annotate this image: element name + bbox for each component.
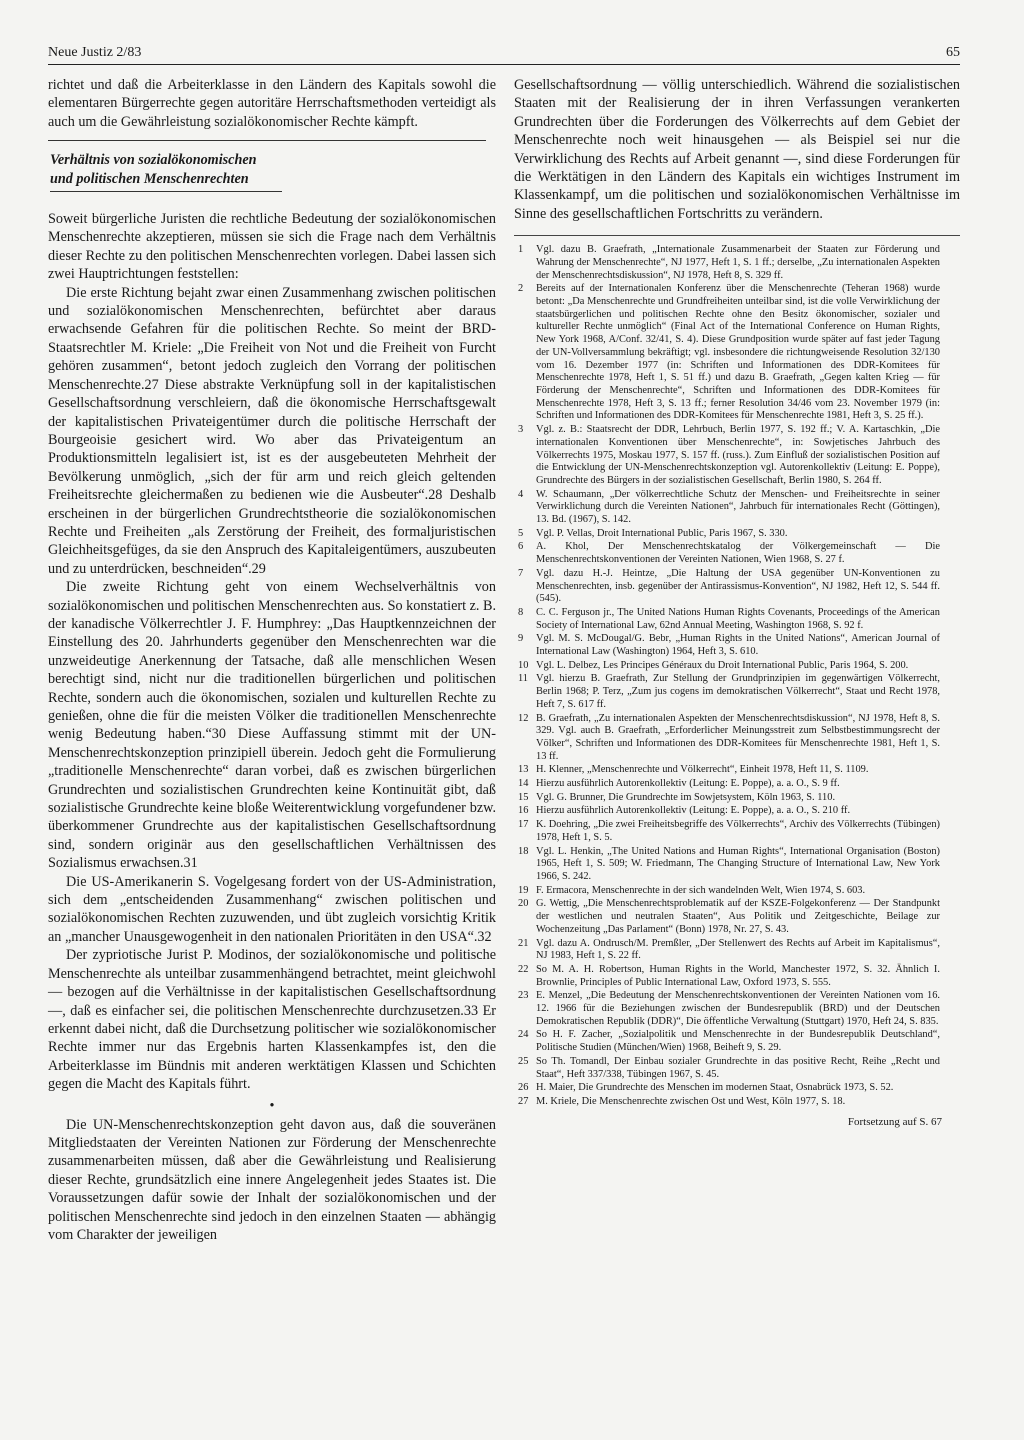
footnote [514,792,960,805]
footnote-number: 2 [518,283,524,295]
footnote-text: Hierzu ausführlich Autorenkollektiv (Leitung: E. Poppe), a. a. O., S. 9 ff. [536,778,840,790]
footnote [514,1029,960,1054]
footnote-number: 17 [518,819,529,831]
footnote-text: Hierzu ausführlich Autorenkollektiv (Leitung: E. Poppe), a. a. O., S. 210 ff. [536,805,851,817]
footnote [514,898,960,936]
footnote-number: 7 [518,567,524,579]
footnote-number: 19 [518,884,529,896]
footnote-number: 24 [518,1029,529,1041]
section-divider [48,140,486,141]
footnote-text: H. Maier, Die Grundrechte des Menschen im modernen Staat, Osnabrück 1973, S. 52. [536,1082,894,1094]
footnote [514,283,960,423]
right-column [514,76,960,1131]
footnote-text: M. Kriele, Die Menschenrechte zwischen Ost und West, Köln 1977, S. 18. [536,1095,846,1107]
footnote-number: 16 [518,805,529,817]
footnote-text: G. Wettig, „Die Menschenrechtsproblematik auf der KSZE-Folgekonferenz — Der Standpunkt der westlichen und neutralen Staaten“, Aus Politik und Zeitgeschichte, Beilage zur Wochenzeitung „Das Parlament“ (Bonn) 1978, Nr. 27, S. 43. [536,898,940,935]
footnote-number: 8 [518,606,524,618]
footnote-number: 25 [518,1055,529,1067]
paragraph-7: Gesellschaftsordnung — völlig unterschiedlich. Während die sozialistischen Staaten mit der Realisierung der in ihren Verfassungen verankerten Grundrechten über die Forderungen des Völkerrechts auf dem Gebiet der Menschenrechte noch weit hinausgehen — als Beispiel sei nur die Verwirklichung des Rechts auf Arbeit genannt —, sind diese Forderungen für die Werktätigen in den Ländern des Kapitals ein wichtiges Instrument im Klassenkampf, um die politischen und sozialökonomischen Verhältnisse im Sinne des gesellschaftlichen Fortschritts zu verändern. [514,77,960,222]
footnote-text: So H. F. Zacher, „Sozialpolitik und Menschenrechte in der Bundesrepublik Deutschland“, Politische Studien (München/Wien) 1968, Beiheft 9, S. 29. [536,1029,940,1054]
footnote-number: 13 [518,764,529,776]
footnote-number: 23 [518,990,529,1002]
footnote-number: 21 [518,937,529,949]
footnote-number: 12 [518,712,529,724]
footnote-text: So M. A. H. Robertson, Human Rights in the World, Manchester 1972, S. 32. Ähnlich I. Brownlie, Principles of Public International Law, Oxford 1973, S. 555. [536,963,940,988]
paragraph-5: Der zypriotische Jurist P. Modinos, der sozialökonomische und politische Menschenrechte als unteilbar zusammenhängend betrachtet, meint gleichwohl — bezogen auf die Verhältnisse in der kapitalistischen Gesellschaftsordnung —, daß es einfacher sei, die politischen Menschenrechte durchzusetzen.33 Er erkennt dabei nicht, daß die Durchsetzung politischer wie sozialökonomischer Rechte immer nur das Ergebnis harten Klassenkampfes ist, den die Arbeiterklasse im Bündnis mit anderen werktätigen Klassen und Schichten gegen die Macht des Kapitals führt. [48,947,496,1093]
section-heading-line-2: und politischen Menschenrechten [50,170,249,187]
footnote [514,938,960,963]
footnote-text: Vgl. M. S. McDougal/G. Bebr, „Human Rights in the United Nations“, American Journal of International Law (Washington) 1964, Heft 3, S. 610. [536,633,940,658]
footnote-text: Bereits auf der Internationalen Konferenz über die Menschenrechte (Teheran 1968) wurde betont: „Da Menschenrechte und Grundfreiheiten unteilbar sind, ist die volle Verwirklichung der staatsbürgerlichen und politischen Rechte ohne den Besitz ökonomischer, sozialer und kultureller Rechte unmöglich“ (Final Act of the International Conference on Human Rights, New York 1968, A/Conf. 32/41, S. 4). Diese Grundposition wurde später auf fast jeder Tagung der UN-Vollversammlung bekräftigt; vgl. insbesondere die richtungweisende Resolution 32/130 vom 16. Dezember 1977 (in: Schriften und Informationen des DDR-Komitees für Menschenrechte 1978, Heft 1, S. 51 ff.) und dazu B. Graefrath, „Gegen kalten Krieg — für Förderung der Menschenrechte“, Schriften und Informationen des DDR-Komitees für Menschenrechte 1978, Heft 3, S. 13 ff.; ferner Resolution 34/46 vom 23. November 1979 (in: Schriften und Informationen des DDR-Komitees für Menschenrechte 1981, Heft 3, S. 25 ff.). [536,283,940,422]
intro-paragraph: richtet und daß die Arbeiterklasse in den Ländern des Kapitals sowohl die elementaren Bürgerrechte gegen autoritäre Herrschaftsmethoden verteidigt als auch um die Gewährleistung sozialökonomischer Rechte kämpft. [48,77,496,130]
left-column [48,76,496,1244]
footnote-number: 18 [518,845,529,857]
footnote-number: 6 [518,541,524,553]
footnote [514,244,960,282]
footnote-divider [514,235,960,236]
footnote-text: Vgl. P. Vellas, Droit International Public, Paris 1967, S. 330. [536,527,788,539]
footnote-number: 10 [518,659,529,671]
footnote-text: Vgl. dazu H.-J. Heintze, „Die Haltung der USA gegenüber UN-Konventionen zu Menschenrechten, insb. gegenüber der Antirassismus-Konvention“, NJ 1982, Heft 12, S. 544 ff. (545). [536,567,940,605]
footnote [514,713,960,764]
footnote [514,1056,960,1081]
footnote [514,489,960,527]
page-number: 65 [946,45,960,60]
section-heading-line-1: Verhältnis von sozialökonomischen [50,152,257,169]
section-heading [50,151,282,192]
footnote-number: 22 [518,963,529,975]
footnote [514,764,960,777]
footnote-text: W. Schaumann, „Der völkerrechtliche Schutz der Menschen- und Freiheitsrechte in seiner Verwirklichung durch die Vereinten Nationen“, Jahrbuch für internationales Recht (Göttingen), 13. Bd. (1967), S. 142. [536,488,940,526]
footnote-number: 11 [518,673,529,685]
footnote [514,964,960,989]
footnote [514,846,960,884]
footnote [514,1096,960,1109]
footnote-text: C. C. Ferguson jr., The United Nations Human Rights Covenants, Proceedings of the American Society of International Law, 62nd Annual Meeting, Washington 1968, S. 92 f. [536,606,940,631]
footnote-text: F. Ermacora, Menschenrechte in der sich wandelnden Welt, Wien 1974, S. 603. [536,884,866,896]
footnote [514,660,960,673]
footnote-text: Vgl. hierzu B. Graefrath, Zur Stellung der Grundprinzipien im gegenwärtigen Völkerrecht, Berlin 1968; P. Terz, „Zum jus cogens im demokratischen Völkerrecht“, Staat und Recht 1978, Heft 7, S. 617 ff. [536,673,940,710]
footnote-number: 4 [518,488,524,500]
footnote [514,424,960,488]
footnote-number: 9 [518,633,524,645]
footnote-text: Vgl. L. Delbez, Les Principes Généraux du Droit International Public, Paris 1964, S. 200. [536,659,909,671]
footnote [514,568,960,606]
footnote [514,528,960,541]
footnote-number: 15 [518,791,529,803]
footnote-number: 3 [518,424,524,436]
footnote-text: Vgl. G. Brunner, Die Grundrechte im Sowjetsystem, Köln 1963, S. 110. [536,791,836,803]
footnote [514,990,960,1028]
section-separator: • [269,1097,275,1114]
footnote-number: 14 [518,778,529,790]
footnote-text: Vgl. z. B.: Staatsrecht der DDR, Lehrbuch, Berlin 1977, S. 192 ff.; V. A. Kartaschkin, „Die internationalen Konventionen über Menschenrechte“, in: Sowjetisches Jahrbuch des Völkerrechts 1975, Moskau 1977, S. 157 ff. (russ.). Zum Einfluß der sozialistischen Position auf die Entwicklung der UN-Menschenrechtskonzeption vgl. Autorenkollektiv (Leitung: E. Poppe), Grundrechte des Bürgers in der sozialistischen Gesellschaft, Berlin 1980, S. 264 ff. [536,424,940,486]
footnote [514,805,960,818]
footnote-text: A. Khol, Der Menschenrechtskatalog der Völkergemeinschaft — Die Menschenrechtskonventionen der Vereinten Nationen, Wien 1968, S. 27 f. [536,541,940,566]
footnote-number: 26 [518,1082,529,1094]
continuation-note: Fortsetzung auf S. 67 [847,1115,942,1128]
footnote-text: Vgl. dazu B. Graefrath, „Internationale Zusammenarbeit der Staaten zur Förderung und Wahrung der Menschenrechte“, NJ 1977, Heft 1, S. 1 ff.; derselbe, „Zu internationalen Aspekten der Menschenrechtsdiskussion“, NJ 1978, Heft 8, S. 329 ff. [536,244,940,281]
footnote-text: So Th. Tomandl, Der Einbau sozialer Grundrechte in das positive Recht, Reihe „Recht und Staat“, Heft 337/338, Tübingen 1967, S. 45. [536,1055,940,1080]
footnote [514,633,960,658]
footnote [514,1082,960,1095]
footnote [514,541,960,566]
paragraph-4: Die US-Amerikanerin S. Vogelgesang fordert von der US-Administration, sich dem „entscheidenden Zusammenhang“ zwischen politischen und sozialökonomischen Rechten zuzuwenden, und übt zugleich vorsichtig Kritik an „mancher Unausgewogenheit in den nationalen Prioritäten in den USA“.32 [48,873,496,945]
footnote-text: B. Graefrath, „Zu internationalen Aspekten der Menschenrechtsdiskussion“, NJ 1978, Heft 8, S. 329. Vgl. auch B. Graefrath, „Erforderlicher Meinungsstreit zum Selbstbestimmungsrecht der Völker“, Schriften und Informationen des DDR-Komitees für Menschenrechte 1981, Heft 1, S. 13 ff. [536,712,940,762]
footnote-number: 20 [518,898,529,910]
footnote [514,778,960,791]
journal-issue: Neue Justiz 2/83 [48,45,142,60]
footnote [514,885,960,898]
footnotes-list [514,244,960,1108]
paragraph-3: Die zweite Richtung geht von einem Wechselverhältnis von sozialökonomischen und politischen Menschenrechten aus. So konstatiert z. B. der kanadische Völkerrechtler J. F. Humphrey: „Das Hauptkennzeichnen der Einstellung des 20. Jahrhunderts gegenüber den Menschenrechten war die unzweideutige Anerkennung der Tatsache, daß alle menschlichen Wesen berechtigt sind, nicht nur die traditionellen bürgerlichen und politischen Rechte, sondern auch die ökonomischen, sozialen und kulturellen Rechte zu genießen, ohne die für die meisten Völker die traditionellen Menschenrechte wenig Bedeutung haben.“30 Diese Auffassung stimmt mit der UN-Menschenrechtskonzeption prinzipiell überein. Jedoch geht die Formulierung „traditionelle Menschenrechte“ daran vorbei, daß es zwischen bürgerlichen Grundrechten und sozialistischen Grundrechten keine Kontinuität gibt, daß sozialistische Grundrechte keine bloße Weiterentwicklung vorgefundener bzw. überkommener Grundrechte aus der kapitalistischen Gesellschaftsordnung sind, sondern originär aus den gesellschaftlichen Verhältnissen des Sozialismus erwachsen.31 [48,579,496,872]
page-header [48,44,960,65]
footnote-text: K. Doehring, „Die zwei Freiheitsbegriffe des Völkerrechts“, Archiv des Völkerrechts (Tübingen) 1978, Heft 1, S. 5. [536,819,940,843]
paragraph-2: Die erste Richtung bejaht zwar einen Zusammenhang zwischen politischen und sozialökonomischen Menschenrechten, befürchtet aber daraus erwachsende Gefahren für die politischen Rechte. So meint der BRD-Staatsrechtler M. Kriele: „Die Freiheit von Not und die Freiheit von Furcht gehören zusammen“, betont jedoch zugleich den Vorrang der politischen Menschenrechte.27 Diese abstrakte Verknüpfung soll in der kapitalistischen Gesellschaftsordnung verschleiern, daß die ökonomische Herrschaftsgewalt der kapitalistischen Privateigentümer durch die politische Herrschaft der Bourgeoisie gesichert wird. Wo aber das Privateigentum an Produktionsmitteln legalisiert ist, ist es der ausgebeuteten Mehrheit der Bevölkerung unmöglich, „sich der für arm und reich gleich geltenden Freiheitsrechte gleichermaßen zu bedienen wie die Ausbeuter“.28 Deshalb erscheinen in der bürgerlichen Grundrechtstheorie die sozialökonomischen Rechte und Freiheiten „als Zerstörung der Freiheit, des formaljuristischen Gleichheitsgefüges, da sie den Anspruch des Kapitaleigentümers, auszubeuten und zu unterdrücken, beschneiden“.29 [48,284,496,577]
footnote [514,819,960,844]
paragraph-6: Die UN-Menschenrechtskonzeption geht davon aus, daß die souveränen Mitgliedstaaten der Vereinten Nationen zur Förderung der Menschenrechte zusammenarbeiten müssen, daß aber die Gewährleistung und Realisierung dieser Rechte, grundsätzlich eine innere Angelegenheit jedes Staates ist. Die Voraussetzungen dafür sowie der Inhalt der sozialökonomischen und der politischen Menschenrechte sind jedoch in den einzelnen Staaten — abhängig vom Charakter der jeweiligen [48,1116,496,1243]
paragraph-1: Soweit bürgerliche Juristen die rechtliche Bedeutung der sozialökonomischen Menschenrechte akzeptieren, müssen sie sich die Frage nach dem Verhältnis dieser Rechte zu den politischen Menschenrechten vorlegen. Dabei lassen sich zwei Hauptrichtungen feststellen: [48,211,496,283]
footnote [514,607,960,632]
footnote [514,673,960,711]
footnote-text: Vgl. L. Henkin, „The United Nations and Human Rights“, International Organisation (Boston) 1965, Heft 1, S. 509; W. Friedmann, The Changing Structure of International Law, New York 1966, S. 242. [536,845,940,882]
footnote-text: Vgl. dazu A. Ondrusch/M. Premßler, „Der Stellenwert des Rechts auf Arbeit im Kapitalismus“, NJ 1983, Heft 1, S. 22 ff. [536,937,940,962]
footnote-text: E. Menzel, „Die Bedeutung der Menschenrechtskonventionen der Vereinten Nationen vom 16. 12. 1966 für die Beziehungen zwischen der Bundesrepublik (BRD) und der Deutschen Demokratischen Republik (DDR)“, Die öffentliche Verwaltung (Stuttgart) 1970, Heft 24, S. 835. [536,990,940,1027]
footnote-number: 27 [518,1095,529,1107]
footnote-number: 5 [518,527,524,539]
footnote-text: H. Klenner, „Menschenrechte und Völkerrecht“, Einheit 1978, Heft 11, S. 1109. [536,764,869,776]
footnote-number: 1 [518,244,524,256]
